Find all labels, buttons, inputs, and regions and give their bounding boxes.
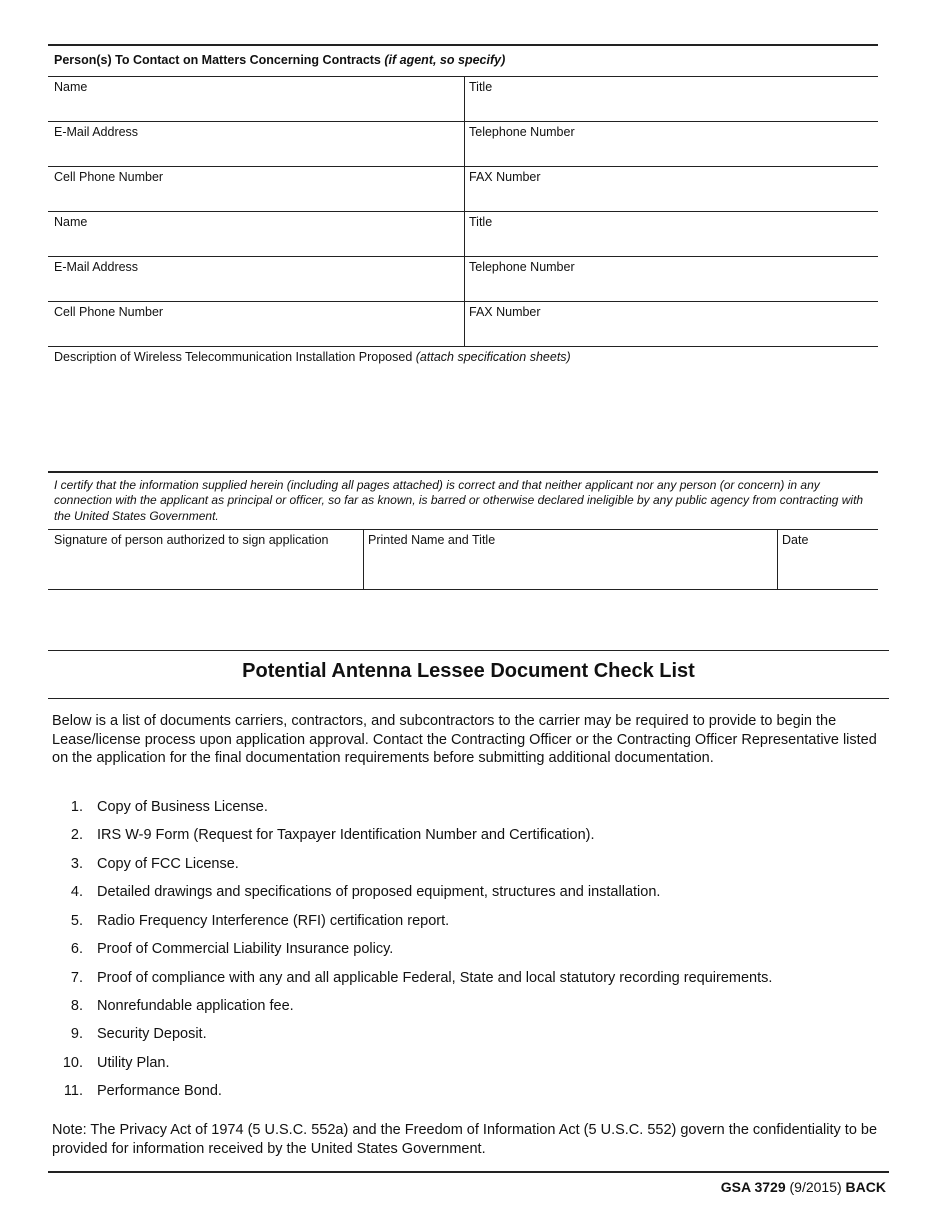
contact-2-title-field[interactable]	[466, 230, 876, 255]
divider	[48, 529, 878, 530]
list-item	[52, 798, 268, 816]
list-item-number: 2.	[70, 827, 83, 843]
list-item-text: Performance Bond.	[97, 1083, 222, 1099]
printed-name-field[interactable]	[366, 550, 774, 587]
certification-text: I certify that the information supplied herein (including all pages attached) is correct and that neither applicant nor any person (or concern) in any connection with the applicant as principal or officer, so far as known, is barred or otherwise declared ineligible by any public agency from contracting with the United States Government.	[54, 478, 864, 523]
list-item	[52, 883, 660, 901]
list-item-number: 1.	[70, 799, 83, 815]
list-item	[52, 1054, 170, 1072]
date-column-divider	[777, 529, 778, 590]
checklist-title-rule	[48, 698, 889, 699]
list-item	[52, 912, 449, 930]
contact-1-name-label: Name	[54, 80, 88, 94]
contact-2-email-label: E-Mail Address	[54, 260, 139, 274]
signature-column-divider	[363, 529, 364, 590]
list-item-number: 5.	[70, 913, 83, 929]
contact-2-telephone-label: Telephone Number	[469, 260, 575, 274]
list-item-text: IRS W-9 Form (Request for Taxpayer Identification Number and Certification).	[97, 827, 595, 843]
contact-2-fax-field[interactable]	[466, 320, 876, 345]
list-item-text: Copy of FCC License.	[97, 856, 239, 872]
list-item	[52, 969, 772, 987]
list-item-text: Copy of Business License.	[97, 799, 268, 815]
divider	[48, 211, 878, 212]
divider	[48, 256, 878, 257]
form-edition: (9/2015)	[789, 1179, 842, 1195]
contact-2-fax-label: FAX Number	[469, 305, 541, 319]
contact-1-telephone-label: Telephone Number	[469, 125, 575, 139]
contact-1-email-field[interactable]	[49, 140, 461, 165]
list-item-text: Detailed drawings and specifications of proposed equipment, structures and installation.	[97, 884, 661, 900]
contact-2-cell-field[interactable]	[49, 320, 461, 345]
divider	[48, 589, 878, 590]
list-item-text: Security Deposit.	[97, 1026, 207, 1042]
divider	[48, 166, 878, 167]
list-item-number: 10.	[62, 1055, 83, 1071]
list-item-number: 7.	[70, 970, 83, 986]
contact-1-telephone-field[interactable]	[466, 140, 876, 165]
contacts-heading-text: Person(s) To Contact on Matters Concerning Contracts	[54, 53, 381, 67]
list-item-number: 9.	[70, 1026, 83, 1042]
footer-rule	[48, 1171, 889, 1173]
list-item	[52, 1082, 222, 1100]
contacts-heading	[54, 53, 505, 68]
contact-2-title-label: Title	[469, 215, 493, 229]
list-item	[52, 826, 595, 844]
contact-1-fax-label: FAX Number	[469, 170, 541, 184]
list-item	[52, 855, 239, 873]
divider	[48, 471, 878, 473]
list-item	[52, 940, 393, 958]
contact-1-cell-field[interactable]	[49, 185, 461, 210]
list-item-number: 6.	[70, 941, 83, 957]
form-side: BACK	[845, 1179, 886, 1195]
contact-1-title-label: Title	[469, 80, 493, 94]
contact-2-email-field[interactable]	[49, 275, 461, 300]
top-border	[48, 44, 878, 46]
list-item	[52, 997, 294, 1015]
list-item-text: Utility Plan.	[97, 1055, 170, 1071]
divider	[48, 76, 878, 77]
form-number: GSA 3729	[720, 1179, 786, 1195]
list-item-number: 11.	[63, 1083, 83, 1099]
list-item-number: 8.	[70, 998, 83, 1014]
list-item-number: 3.	[70, 856, 83, 872]
description-label-note: (attach specification sheets)	[415, 350, 571, 364]
contacts-heading-note: (if agent, so specify)	[384, 53, 506, 67]
form-footer	[721, 1179, 886, 1195]
contact-2-name-label: Name	[54, 215, 88, 229]
contact-1-fax-field[interactable]	[466, 185, 876, 210]
signature-label: Signature of person authorized to sign application	[54, 533, 329, 547]
contact-1-email-label: E-Mail Address	[54, 125, 139, 139]
contact-2-name-field[interactable]	[49, 230, 461, 255]
list-item-text: Proof of Commercial Liability Insurance policy.	[97, 941, 394, 957]
contact-1-cell-label: Cell Phone Number	[54, 170, 164, 184]
printed-name-label: Printed Name and Title	[368, 533, 496, 547]
contact-1-title-field[interactable]	[466, 95, 876, 120]
signature-field[interactable]	[49, 550, 360, 587]
date-label: Date	[782, 533, 809, 547]
list-item	[52, 1025, 207, 1043]
checklist-title: Potential Antenna Lessee Document Check List	[242, 660, 695, 682]
contact-2-cell-label: Cell Phone Number	[54, 305, 164, 319]
contact-1-name-field[interactable]	[49, 95, 461, 120]
list-item-text: Nonrefundable application fee.	[97, 998, 294, 1014]
description-label-text: Description of Wireless Telecommunication Installation Proposed	[54, 350, 413, 364]
list-item-text: Proof of compliance with any and all applicable Federal, State and local statutory recording requirements.	[97, 970, 773, 986]
divider	[48, 121, 878, 122]
list-item-text: Radio Frequency Interference (RFI) certification report.	[97, 913, 450, 929]
description-label	[54, 350, 571, 365]
description-field[interactable]	[49, 366, 877, 468]
privacy-note: Note: The Privacy Act of 1974 (5 U.S.C. 552a) and the Freedom of Information Act (5 U.S.C. 552) govern the confidentiality to be provided for information received by the United States Government.	[52, 1122, 878, 1157]
list-item-number: 4.	[70, 884, 83, 900]
contact-2-telephone-field[interactable]	[466, 275, 876, 300]
divider	[48, 301, 878, 302]
checklist-intro: Below is a list of documents carriers, contractors, and subcontractors to the carrier may be required to provide to begin the Lease/license process upon application approval. Contact the Contracting Officer or the Contracting Officer Representative listed on the application for the final documentation requirements before submitting additional documentation.	[52, 713, 877, 767]
divider	[48, 346, 878, 347]
checklist-top-rule	[48, 650, 889, 651]
date-field[interactable]	[780, 550, 876, 587]
